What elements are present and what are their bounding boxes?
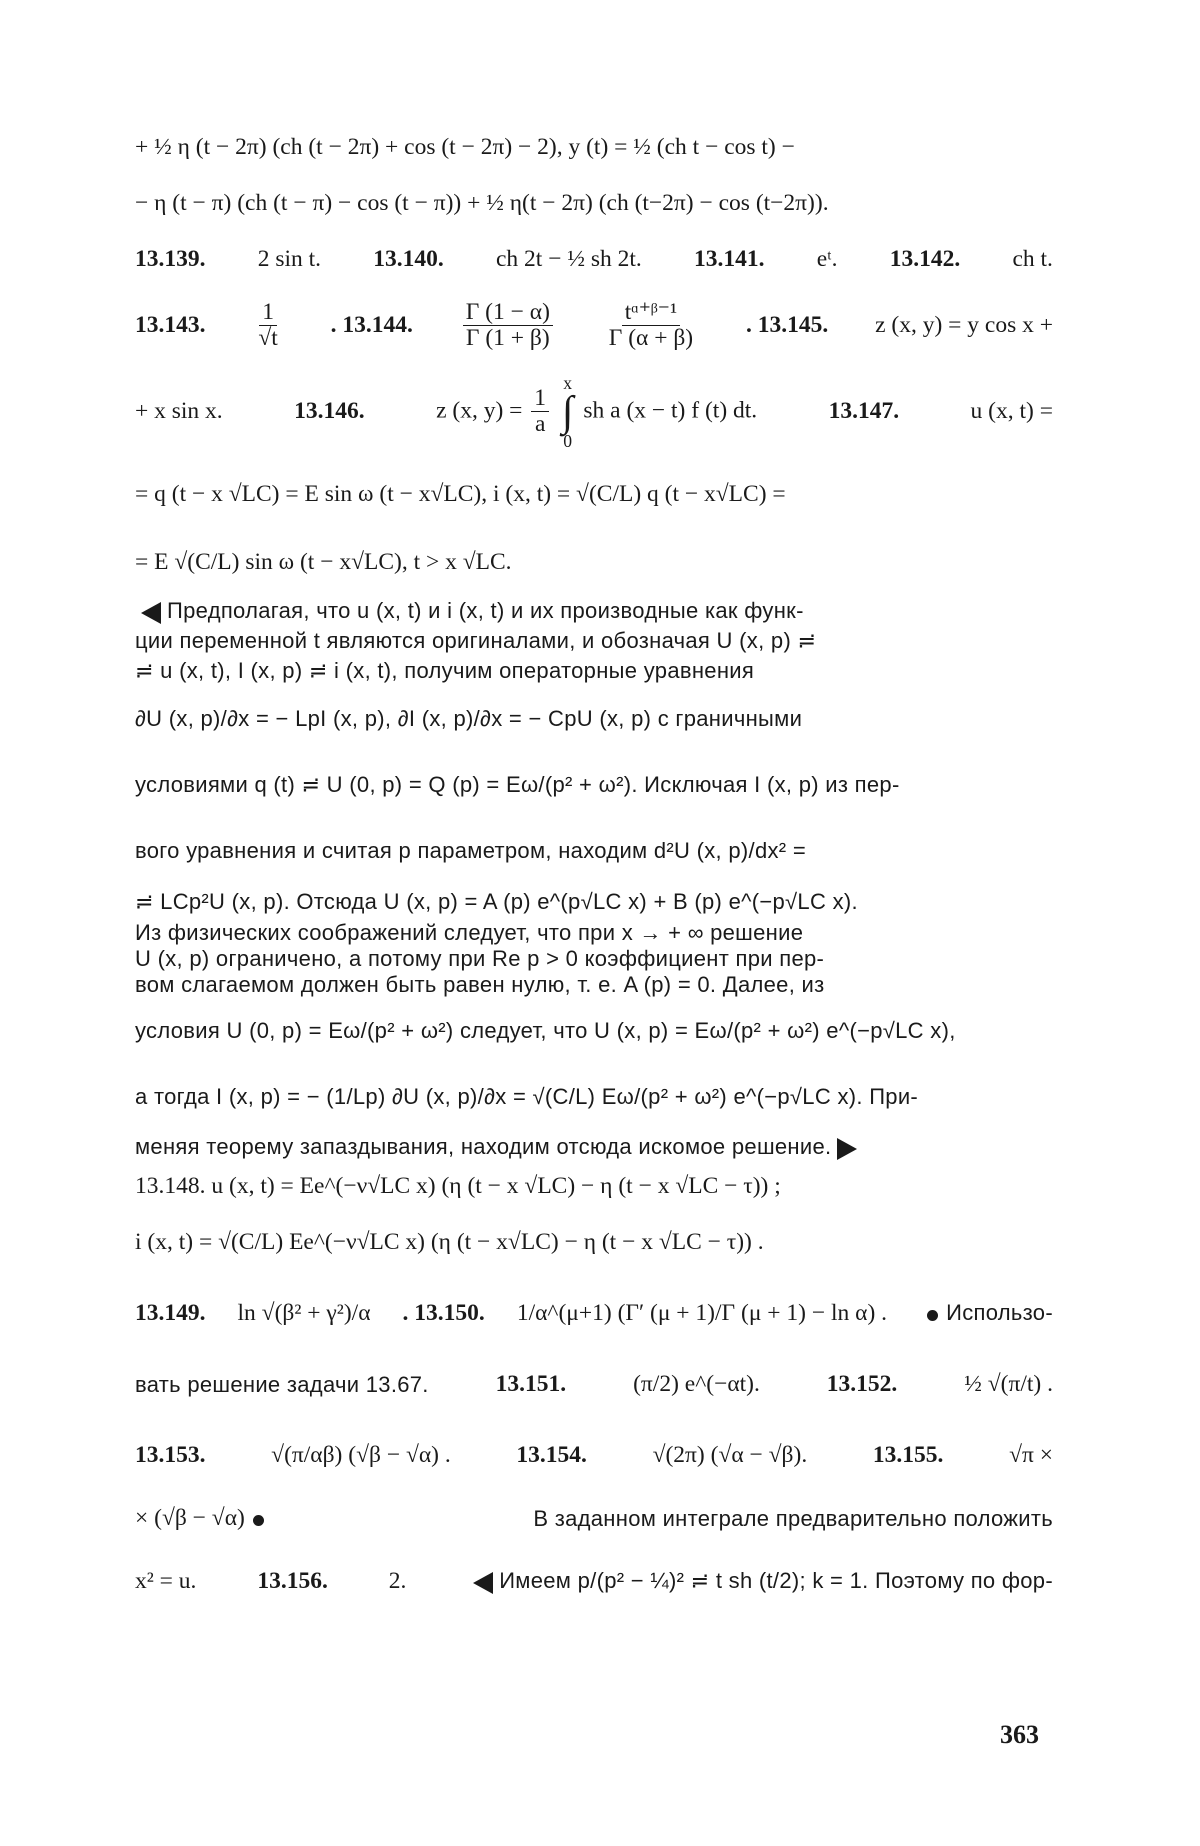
fraction: $\frac{\text{tᵅ⁺ᵝ⁻¹}}{\Gamma (\alpha + \beta)}$: [608, 299, 694, 351]
solution-para-line: меняя теорему запаздывания, находим отсюда искомое решение.: [135, 1130, 1053, 1164]
fraction: $\frac{1}{a}$: [531, 386, 549, 438]
solution-para-line: а тогда I (x, p) = − (1/Lp) ∂U (x, p)/∂x = √(C/L) Eω/(p² + ω²) e^(−p√LC x). При-: [135, 1084, 919, 1110]
solution-para-line: ≓ u (x, t), I (x, p) ≓ i (x, t), получим операторные уравнения: [135, 658, 755, 684]
answers-13-146-147: + x sin x. 13.146. z (x, y) = $\frac{1}{a}$ x ∫ 0 sh a (x − t) f (t) dt. 13.147. u (x, t) =: [135, 372, 1053, 452]
answer-number: 13.149.: [135, 1300, 206, 1327]
solution-para-line: условия U (0, p) = Eω/(p² + ω²) следует, что U (x, p) = Eω/(p² + ω²) e^(−p√LC x),: [135, 1018, 956, 1044]
solution-para-line: Предполагая, что u (x, t) и i (x, t) и их производные как функ-: [135, 596, 1053, 626]
answers-13-151-152: вать решение задачи 13.67. 13.151. (π/2) e^(−αt). 13.152. ½ √(π/t) .: [135, 1371, 1053, 1398]
answer-number: 13.156.: [257, 1568, 328, 1595]
answer-number: 13.151.: [495, 1371, 567, 1398]
solution-para-line: ции переменной t являются оригиналами, и обозначая U (x, p) ≓: [135, 628, 817, 654]
formula-line-1: + ½ η (t − 2π) (ch (t − 2π) + cos (t − 2π) − 2), y (t) = ½ (ch t − cos t) −: [135, 134, 795, 161]
solution-para-line: Из физических соображений следует, что при x → + ∞ решение: [135, 920, 804, 946]
answer-number: 13.152.: [826, 1371, 898, 1398]
answers-13-149-150: 13.149. ln √(β² + γ²)/α . 13.150. 1/α^(μ+1) (Γ′ (μ + 1)/Γ (μ + 1) − ln α) . Использо-: [135, 1300, 1053, 1327]
answers-page: [135, 120, 1053, 1620]
answer-number: 13.141.: [693, 246, 765, 273]
integral-sign: x ∫ 0: [561, 372, 574, 452]
answer-number: 13.146.: [294, 398, 365, 425]
formula-line-7: = E √(C/L) sin ω (t − x√LC), t > x √LC.: [135, 549, 512, 576]
answer-13-156: x² = u. 13.156. 2. Имеем p/(p² − ¼)² ≓ t sh (t/2); k = 1. Поэтому по фор-: [135, 1568, 1053, 1595]
fraction: $\frac{1}{√t}$: [258, 299, 278, 351]
answer-13-148-u: 13.148. u (x, t) = Ee^(−ν√LC x) (η (t − x √LC) − η (t − x √LC − τ)) ;: [135, 1173, 781, 1200]
solution-para-line: ∂U (x, p)/∂x = − LpI (x, p), ∂I (x, p)/∂x = − CpU (x, p) с граничными: [135, 706, 803, 732]
hint-line: × (√β − √α) В заданном интеграле предварительно положить: [135, 1505, 1053, 1532]
formula-line-6: = q (t − x √LC) = E sin ω (t − x√LC), i (x, t) = √(C/L) q (t − x√LC) =: [135, 481, 786, 508]
fraction: $\frac{\Gamma (1 - \alpha)}{\Gamma (1 + \beta)}$: [463, 300, 553, 352]
page-number: 363: [1000, 1720, 1039, 1749]
answer-number: 13.154.: [516, 1442, 587, 1469]
solution-end-triangle-icon: [837, 1138, 857, 1160]
solution-para-line: ≓ LCp²U (x, p). Отсюда U (x, p) = A (p) e^(p√LC x) + B (p) e^(−p√LC x).: [135, 889, 858, 915]
answer-number: 13.153.: [135, 1442, 206, 1469]
answer-number: 13.139.: [135, 246, 206, 273]
solution-start-triangle-icon: [473, 1572, 493, 1594]
formula-line-2: − η (t − π) (ch (t − π) − cos (t − π)) + ½ η(t − 2π) (ch (t−2π) − cos (t−2π)).: [135, 190, 829, 217]
solution-start-triangle-icon: [141, 602, 161, 624]
solution-para-line: вом слагаемом должен быть равен нулю, т. е. A (p) = 0. Далее, из: [135, 972, 825, 998]
answer-number: 13.147.: [828, 398, 900, 425]
answers-13-139-142: 13.139. 2 sin t. 13.140. ch 2t − ½ sh 2t. 13.141. eᵗ. 13.142. ch t.: [135, 246, 1053, 273]
answer-number: 13.155.: [872, 1442, 944, 1469]
answers-13-153-155: 13.153. √(π/αβ) (√β − √α) . 13.154. √(2π) (√α − √β). 13.155. √π ×: [135, 1442, 1053, 1469]
solution-para-line: U (x, p) ограничено, а потому при Re p > 0 коэффициент при пер-: [135, 946, 825, 972]
answer-13-148-i: i (x, t) = √(C/L) Ee^(−ν√LC x) (η (t − x√LC) − η (t − x √LC − τ)) .: [135, 1229, 764, 1256]
hint-bullet-icon: [927, 1310, 938, 1321]
answer-number: 13.143.: [135, 312, 206, 339]
solution-para-line: вого уравнения и считая p параметром, находим d²U (x, p)/dx² =: [135, 838, 806, 864]
answers-13-143-145: 13.143. $\frac{1}{√t}$ . 13.144. $\frac{\Gamma (1 - \alpha)}{\Gamma (1 + \beta)}$ $\frac{\text{tᵅ⁺ᵝ⁻¹}}{\Gamma (\alpha + \beta)}$ . 13.145. z (x, y) = y cos x +: [135, 299, 1053, 351]
answer-number: 13.140.: [373, 246, 444, 273]
answer-number: 13.142.: [889, 246, 961, 273]
hint-bullet-icon: [253, 1515, 264, 1526]
solution-para-line: условиями q (t) ≓ U (0, p) = Q (p) = Eω/(p² + ω²). Исключая I (x, p) из пер-: [135, 772, 900, 798]
